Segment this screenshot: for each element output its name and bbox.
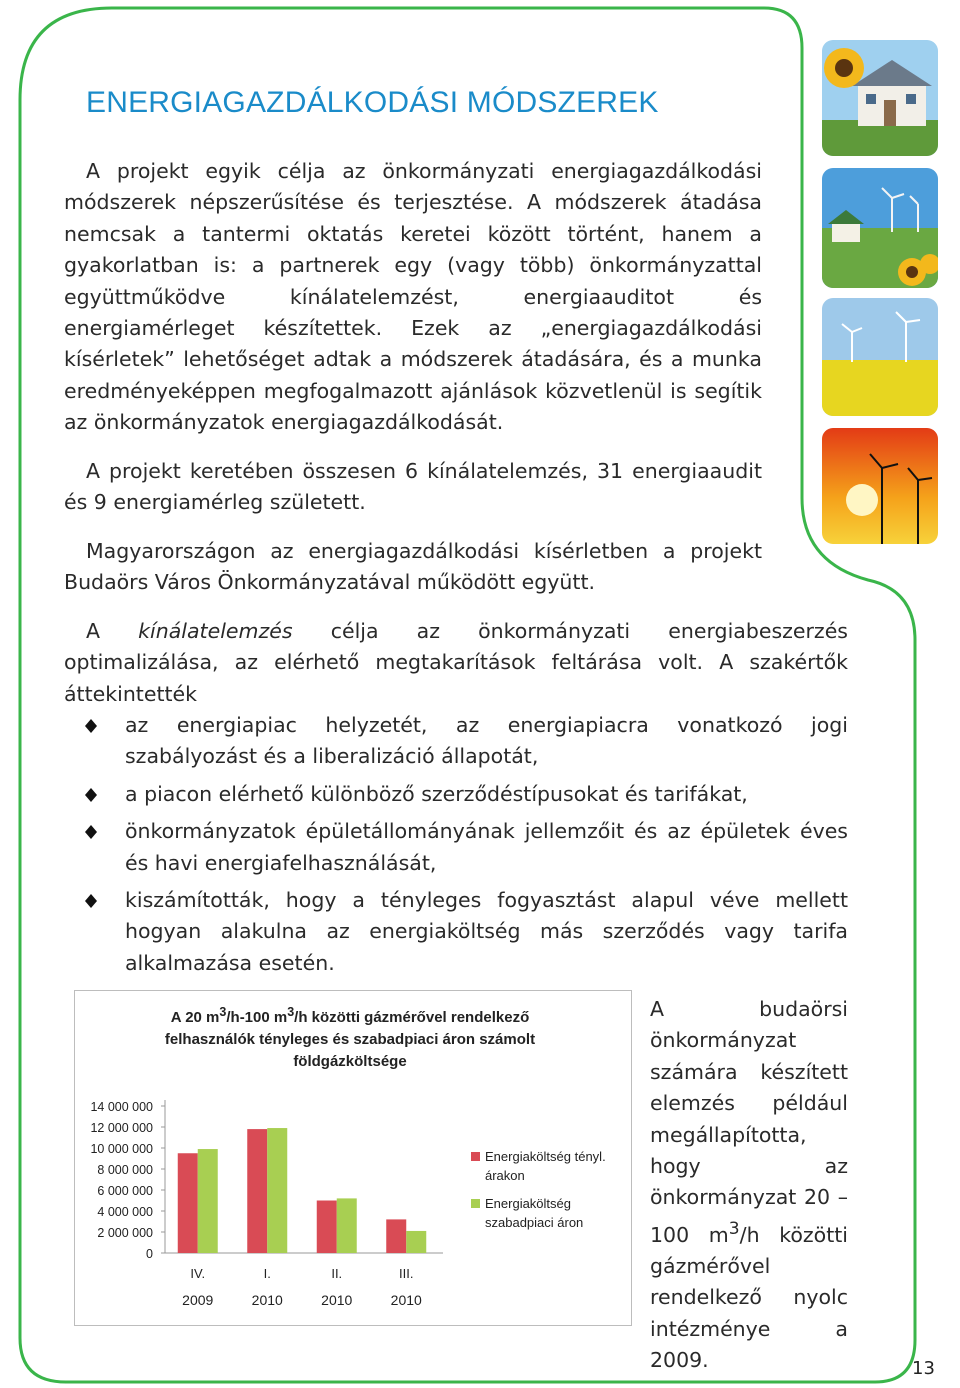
windmill-rapeseed-field-photo	[822, 298, 938, 416]
budaors-analysis-sidebar-text: A budaörsi önkormányzat számára készített elemzés például megállapította, hogy az önkormányzat 20 – 100 $m^3/h$ közötti gázmérővel rendelkező nyolc intézménye a 2009.	[650, 997, 848, 1373]
diamond-bullet-icon	[85, 894, 97, 908]
legend-swatch-1	[471, 1199, 480, 1208]
x-tick-year-label: 2009	[182, 1292, 214, 1308]
x-tick-label: III.	[399, 1266, 414, 1281]
bar-market-2	[337, 1198, 357, 1253]
bar-market-1	[267, 1128, 287, 1253]
bar-market-0	[198, 1149, 218, 1253]
bar-actual-3	[386, 1219, 406, 1253]
windmill-landscape-photo	[822, 168, 938, 288]
x-tick-year-label: 2010	[251, 1292, 283, 1308]
diamond-bullet-icon	[85, 788, 97, 802]
x-tick-label: I.	[263, 1266, 271, 1281]
y-tick-label: 4 000 000	[97, 1205, 153, 1219]
bar-actual-0	[178, 1153, 198, 1253]
x-tick-label: II.	[331, 1266, 343, 1281]
legend-entry-0: Energiaköltség tényl. árakon	[485, 1149, 606, 1183]
diamond-bullet-icon	[85, 719, 97, 733]
x-tick-year-label: 2010	[390, 1292, 422, 1308]
chart-title: A 20 $m^3/h-100$ $m^3/h$ közötti gázmérővel rendelkező felhasználók tényleges és szabadpiaci áron számolt földgázköltsége	[164, 1005, 536, 1070]
legend-swatch-0	[471, 1152, 480, 1161]
y-tick-label: 6 000 000	[97, 1184, 153, 1198]
page-title: ENERGIAGAZDÁLKODÁSI MÓDSZEREK	[86, 86, 659, 119]
list-item: az energiapiac helyzetét, az energiapiacra vonatkozó jogi szabályozást és a liberalizáció állapotát,	[64, 710, 848, 773]
reviewed-topics-list	[64, 710, 848, 985]
windmill-sunset-photo	[822, 428, 938, 544]
diamond-bullet-icon	[85, 825, 97, 839]
budaors-paragraph: Magyarországon az energiagazdálkodási kísérletben a projekt Budaörs Város Önkormányzatával működött együtt.	[64, 539, 762, 595]
results-paragraph: A projekt keretében összesen 6 kínálatelemzés, 31 energiaaudit és 9 energiamérleg született.	[64, 459, 762, 515]
gas-cost-chart	[74, 990, 632, 1326]
x-tick-year-label: 2010	[321, 1292, 353, 1308]
y-tick-label: 0	[146, 1247, 153, 1261]
list-item: önkormányzatok épületállományának jellemzőit és az épületek éves és havi energiafelhasználását,	[64, 816, 848, 879]
y-tick-label: 14 000 000	[90, 1100, 153, 1114]
list-item: kiszámították, hogy a tényleges fogyasztást alapul véve mellett hogyan alakulna az energiaköltség más szerződés vagy tarifa alkalmazása esetén.	[64, 885, 848, 979]
supply-analysis-paragraph: A kínálatelemzés célja az önkormányzati energiabeszerzés optimalizálása, az elérhető megtakarítások feltárása volt. A szakértők áttekintették	[64, 619, 848, 706]
legend-entry-1: Energiaköltség szabadpiaci áron	[485, 1196, 584, 1230]
y-tick-label: 10 000 000	[90, 1142, 153, 1156]
y-tick-label: 12 000 000	[90, 1121, 153, 1135]
bar-actual-1	[247, 1129, 267, 1253]
chart-plot	[75, 991, 631, 1325]
list-item: a piacon elérhető különböző szerződéstípusokat és tarifákat,	[64, 779, 848, 810]
bar-market-3	[406, 1231, 426, 1253]
house-sunflower-photo	[822, 40, 938, 156]
page-number: 13	[912, 1358, 935, 1379]
y-tick-label: 2 000 000	[97, 1226, 153, 1240]
intro-paragraph: A projekt egyik célja az önkormányzati energiagazdálkodási módszerek népszerűsítése és terjesztése. A módszerek átadása nemcsak a tantermi oktatás keretei között történt, hanem a gyakorlatban is: a partnerek egy (vagy több) önkormányzattal együttműködve kínálatelemzést, energiaauditot és energiamérleget készítettek. Ezek az „energiagazdálkodási kísérletek” lehetőséget adtak a módszerek átadására, és a munka eredményeképpen megfogalmazott ajánlások közvetlenül is segítik az önkormányzatok energiagazdálkodását.	[64, 159, 762, 435]
bar-actual-2	[317, 1201, 337, 1254]
y-tick-label: 8 000 000	[97, 1163, 153, 1177]
x-tick-label: IV.	[190, 1266, 206, 1281]
